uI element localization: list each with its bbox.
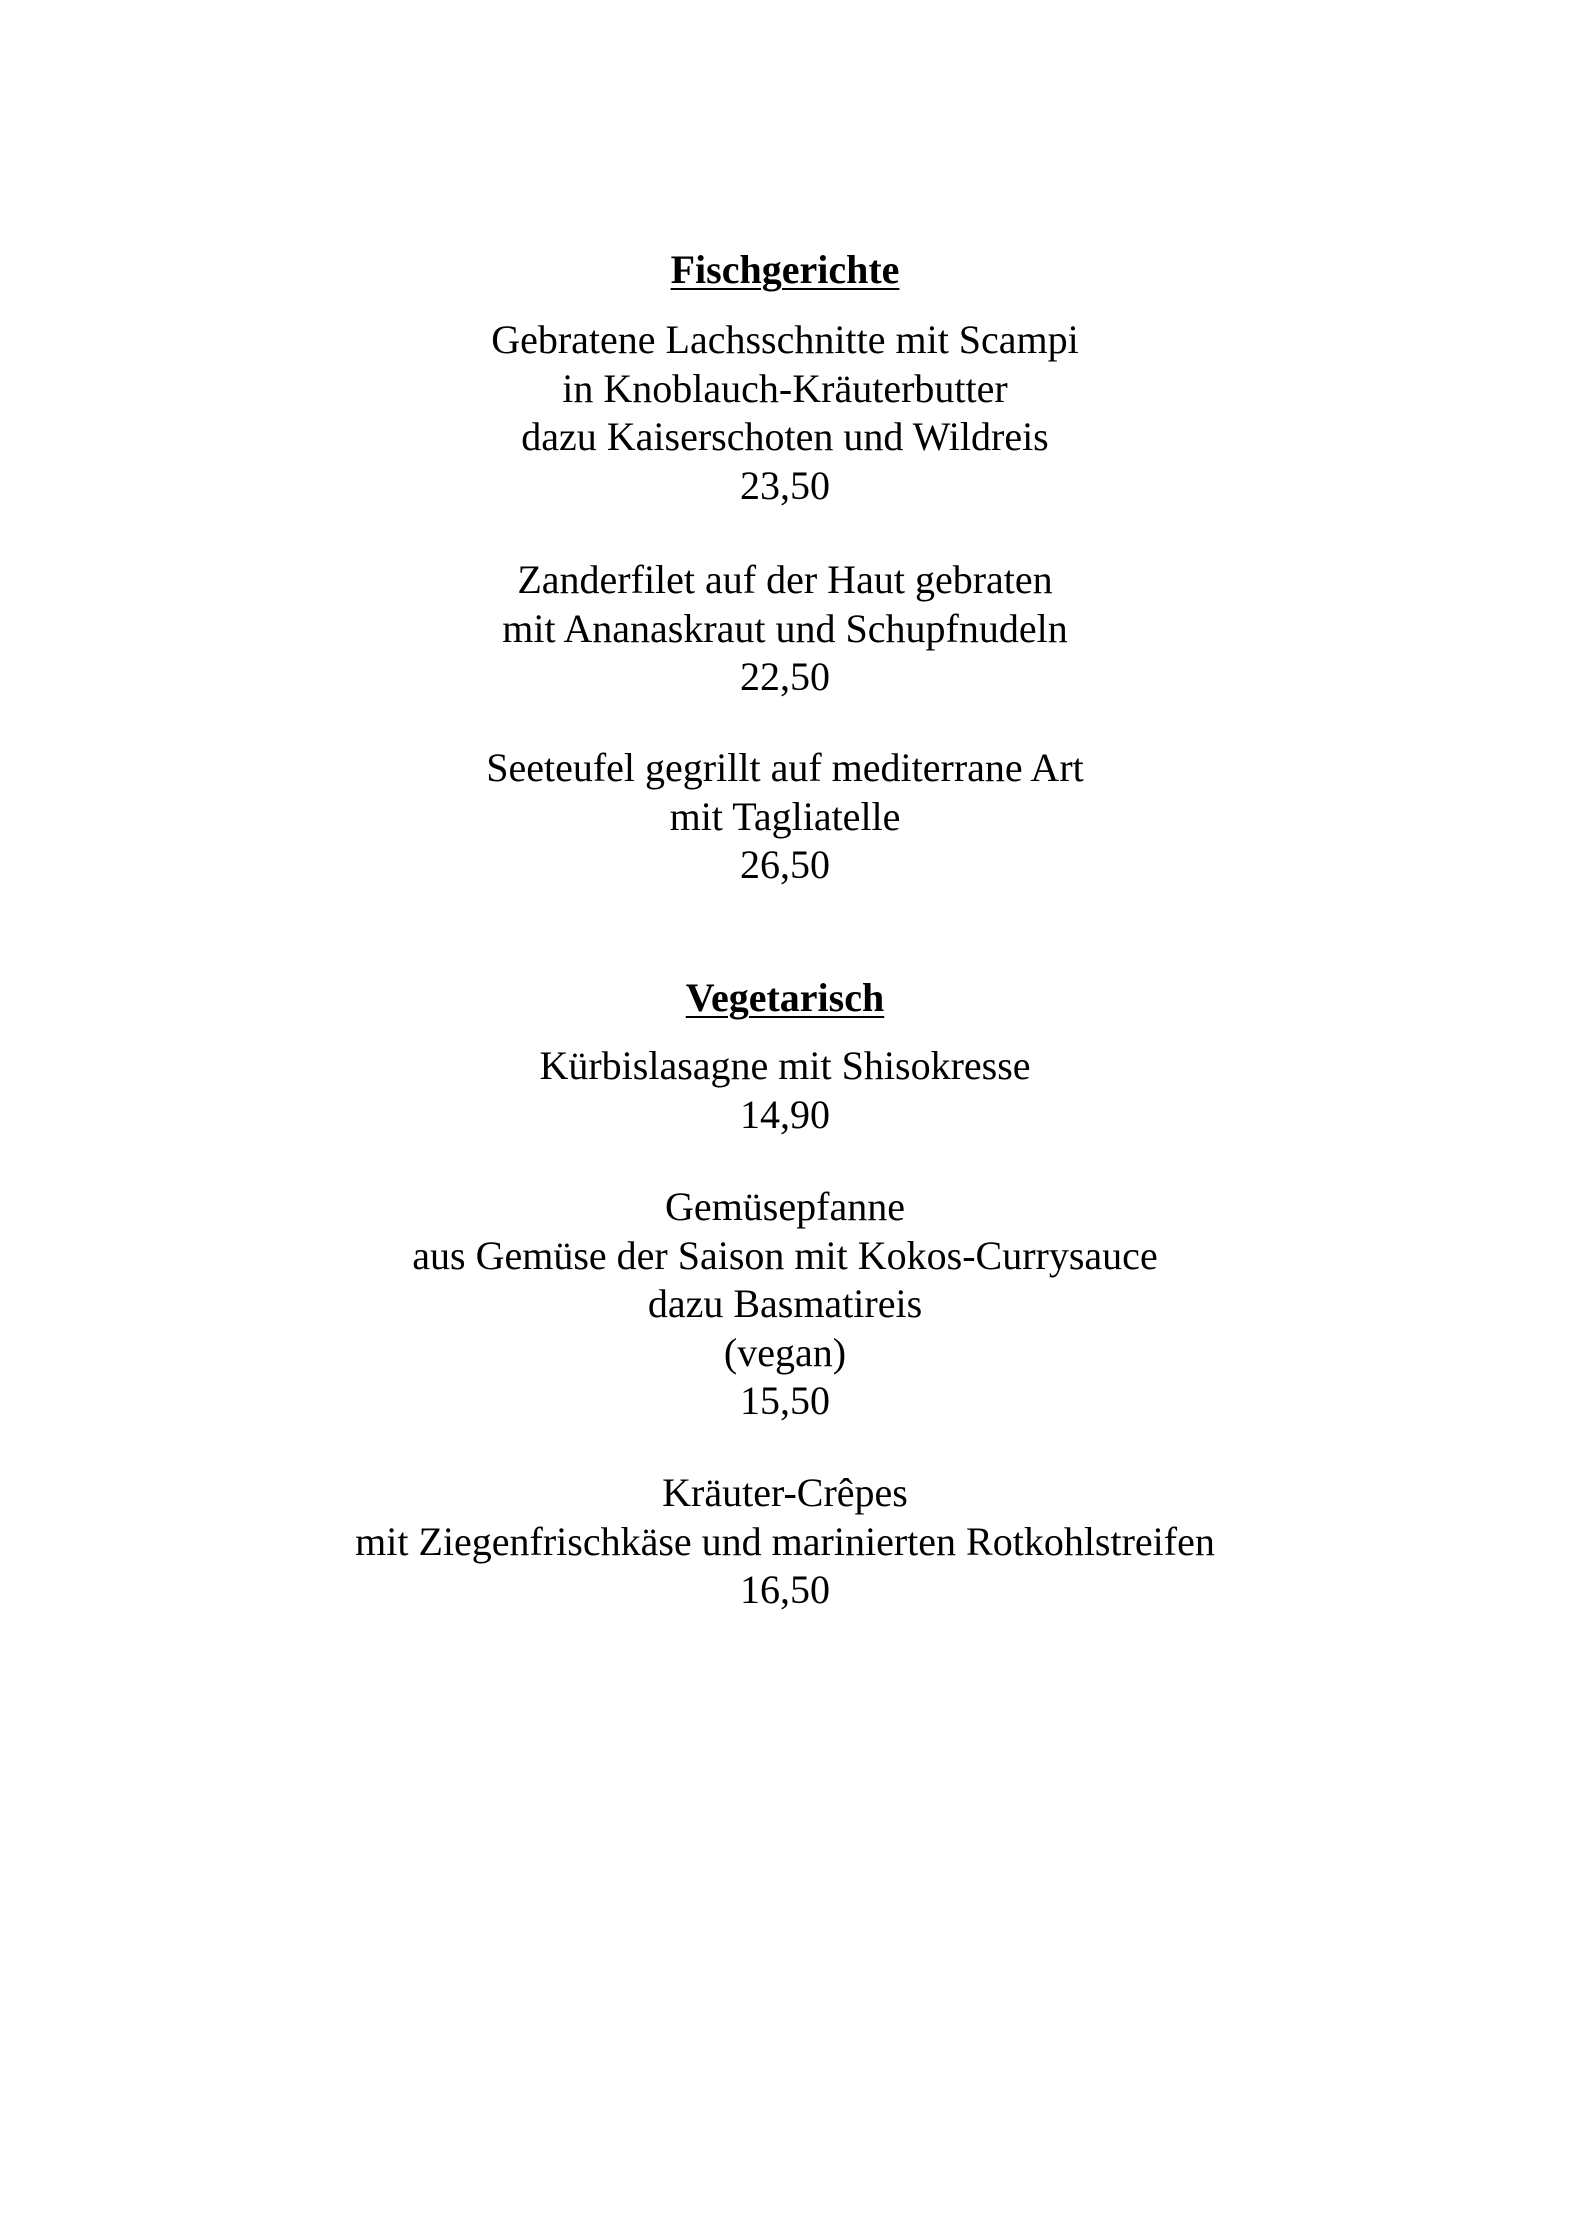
dish-price: 22,50 <box>740 654 830 699</box>
dish-description-line: dazu Basmatireis <box>647 1281 923 1326</box>
dish-description-line: mit Tagliatelle <box>669 793 901 839</box>
dish-description-line: Gebratene Lachsschnitte mit Scampi <box>491 317 1079 362</box>
dish-price: 14,90 <box>740 1091 830 1137</box>
dish-item <box>0 1469 1570 1615</box>
dish-description-line: mit Ananaskraut und Schupfnudeln <box>502 605 1068 651</box>
dish-item <box>0 1183 1570 1426</box>
dish-description-line: Kräuter-Crêpes <box>662 1470 908 1515</box>
dish-item <box>0 744 1570 890</box>
dish-price: 15,50 <box>740 1378 830 1423</box>
dish-description-line: mit Ziegenfrischkäse und marinierten Rotkohlstreifen <box>355 1518 1215 1564</box>
dish-description-line: Gemüsepfanne <box>665 1184 905 1229</box>
dish-description-line: Seeteufel gegrillt auf mediterrane Art <box>486 745 1084 790</box>
dish-item <box>0 556 1570 702</box>
dish-description-line: (vegan) <box>723 1329 847 1375</box>
dish-description-line: Zanderfilet auf der Haut gebraten <box>517 557 1053 602</box>
dish-item <box>0 1042 1570 1139</box>
dish-description-line: aus Gemüse der Saison mit Kokos-Currysauce <box>412 1232 1158 1278</box>
section-title-fischgerichte: Fischgerichte <box>670 247 900 292</box>
dish-price: 23,50 <box>740 462 830 508</box>
dish-description-line: in Knoblauch-Kräuterbutter <box>562 365 1008 411</box>
dish-description-line: Kürbislasagne mit Shisokresse <box>539 1043 1031 1088</box>
dish-price: 16,50 <box>740 1567 830 1612</box>
dish-item <box>0 316 1570 510</box>
dish-description-line: dazu Kaiserschoten und Wildreis <box>521 414 1049 459</box>
dish-price: 26,50 <box>740 842 830 887</box>
section-title-vegetarisch: Vegetarisch <box>685 975 885 1020</box>
